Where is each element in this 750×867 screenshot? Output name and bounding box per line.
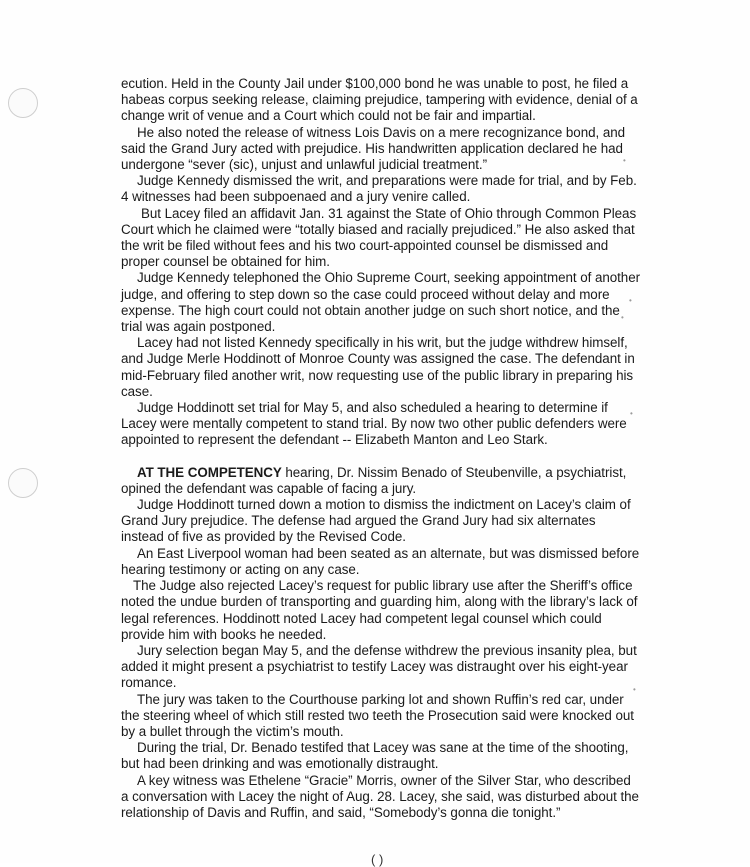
paragraph: The Judge also rejected Lacey’s request for public library use after the Sheriff’s office noted the undue burden of transporting and guarding him, along with the library’s lack of legal references. Hoddinott noted Lacey had competent legal counsel which could provide him with books he needed. <box>121 578 638 642</box>
paragraph: Judge Kennedy dismissed the writ, and preparations were made for trial, and by Feb. 4 witnesses had been subpoenaed and a jury venire called. <box>121 173 637 205</box>
scan-speck: • <box>623 156 626 165</box>
scan-speck: • <box>621 313 624 322</box>
section-lead: AT THE COMPETENCY <box>137 464 282 480</box>
section-lead-rest: hearing, Dr. Nissim Benado of Steubenville, a psychiatrist, opined the defendant was capable of facing a jury. <box>121 464 627 496</box>
paragraph: But Lacey filed an affidavit Jan. 31 against the State of Ohio through Common Pleas Court which he claimed were “totally biased and racially prejudiced.” He also asked that the writ be filed without fees and his two court-appointed counsel be dismissed and proper counsel be obtained for him. <box>121 205 637 270</box>
scan-speck: • <box>630 409 633 418</box>
punch-hole-top <box>8 88 38 118</box>
paragraph: Jury selection began May 5, and the defense withdrew the previous insanity plea, but added it might present a psychiatrist to testify Lacey was distraught over his eight-year romance. <box>121 642 637 691</box>
scan-speck: • <box>629 296 632 305</box>
article-body <box>121 76 641 821</box>
paragraph: The jury was taken to the Courthouse parking lot and shown Ruffin’s red car, under the steering wheel of which still rested two teeth the Prosecution said were knocked out by a bullet through the victim’s mouth. <box>121 691 634 739</box>
punch-hole-middle <box>8 468 38 498</box>
paragraph: Lacey had not listed Kennedy specifically in his writ, but the judge withdrew himself, and Judge Merle Hoddinott of Monroe County was assigned the case. The defendant in mid-February filed another writ, now requesting use of the public library in preparing his case. <box>121 335 635 399</box>
paragraph: Judge Kennedy telephoned the Ohio Supreme Court, seeking appointment of another judge, and offering to step down so the case could proceed without delay and more expense. The high court could not obtain another judge on such short notice, and the trial was again postponed. <box>121 270 641 335</box>
paragraph: A key witness was Ethelene “Gracie” Morris, owner of the Silver Star, who described a conversation with Lacey the night of Aug. 28. Lacey, she said, was disturbed about the relationship of Davis and Ruffin, and said, “Somebody’s gonna die tonight.” <box>121 772 639 820</box>
paragraph: An East Liverpool woman had been seated as an alternate, but was dismissed before hearing testimony or acting on any case. <box>121 545 640 577</box>
paragraph: Judge Hoddinott set trial for May 5, and also scheduled a hearing to determine if Lacey were mentally competent to stand trial. By now two other public defenders were appointed to represent the defendant -- Elizabeth Manton and Leo Stark. <box>121 400 627 448</box>
paragraph: During the trial, Dr. Benado testifed that Lacey was sane at the time of the shooting, but had been drinking and was emotionally distraught. <box>121 740 629 772</box>
paragraph: He also noted the release of witness Lois Davis on a mere recognizance bond, and said the Grand Jury acted with prejudice. His handwritten application declared he had undergone “sever (sic), unjust and unlawful judicial treatment.” <box>121 124 626 173</box>
page-number-marker: ( ) <box>371 852 384 867</box>
scan-speck: • <box>633 685 636 694</box>
section-lead-paragraph <box>121 465 641 497</box>
paragraph: Judge Hoddinott turned down a motion to dismiss the indictment on Lacey’s claim of Grand Jury prejudice. The defense had argued the Grand Jury had six alternates instead of five as provided by the Revised Code. <box>121 497 631 545</box>
paragraph: ecution. Held in the County Jail under $100,000 bond he was unable to post, he filed a habeas corpus seeking release, claiming prejudice, tampering with evidence, denial of a change writ of venue and a Court which could not be fair and impartial. <box>121 76 638 124</box>
